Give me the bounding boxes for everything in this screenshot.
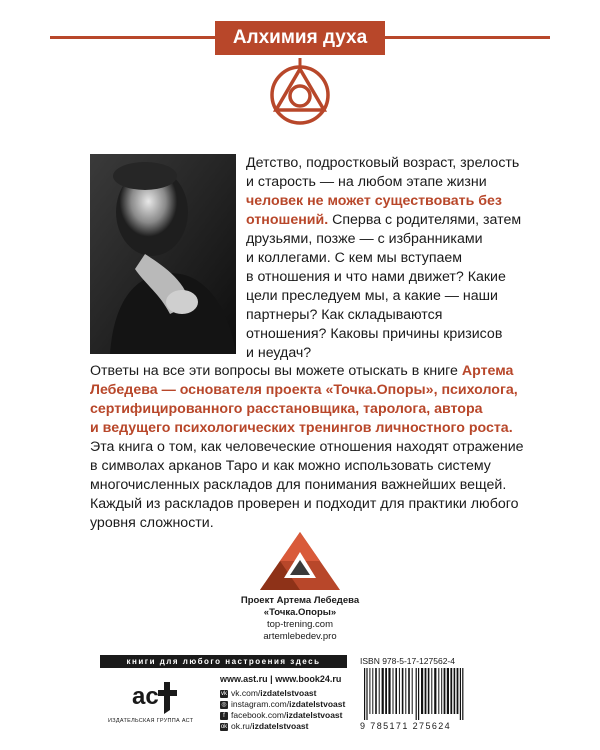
intro-line: и коллегами. С кем мы вступаем [246, 250, 463, 266]
intro-line [246, 211, 546, 230]
isbn-text: ISBN 978-5-17-127562-4 [360, 656, 455, 666]
body-paragraph [90, 362, 550, 533]
social-prefix: ok.ru/ [231, 721, 253, 731]
instagram-icon: ◎ [221, 701, 227, 708]
header-rule-right [385, 36, 550, 39]
project-site2: artemlebedev.pro [263, 631, 337, 642]
social-handle: izdatelstvoast [286, 710, 343, 720]
social-link[interactable] [220, 688, 317, 699]
project-line2: «Точка.Опоры» [263, 607, 337, 618]
intro-line: человек не может существовать без [246, 193, 502, 209]
social-prefix: facebook.com/ [231, 710, 287, 720]
social-handle: izdatelstvoast [252, 721, 309, 731]
intro-line: и неудач? [246, 345, 312, 361]
author-highlight: Артема [461, 363, 514, 379]
intro-line: отношения? Каковы причины кризисов [246, 326, 503, 342]
intro-highlight: отношений. [246, 212, 329, 228]
body-line: в символах арканов Таро и как можно использовать систему [90, 458, 491, 474]
body-line: уровня сложности. [90, 515, 214, 531]
author-highlight: сертифицированного расстановщика, таролога, автора [90, 401, 483, 417]
author-highlight: и ведущего психологических тренингов личностного роста. [90, 420, 513, 436]
answer-intro: Ответы на все эти вопросы вы можете отыскать в книге [90, 363, 462, 379]
vk-icon: vk [221, 690, 227, 697]
svg-text:ас: ас [132, 683, 159, 710]
intro-line: партнеры? Как складываются [246, 307, 443, 323]
barcode-number: 9 785171 275624 [360, 721, 452, 731]
intro-line: и старость — на любом этапе жизни [246, 174, 487, 190]
barcode-icon [360, 668, 490, 720]
publisher-logo [108, 678, 208, 724]
social-link[interactable] [220, 721, 308, 732]
body-line: Эта книга о том, как человеческие отношения находят отражение [90, 439, 524, 455]
social-link[interactable] [220, 699, 345, 710]
intro-paragraph [246, 154, 546, 363]
social-prefix: vk.com/ [231, 688, 261, 698]
ok-icon: ok [220, 723, 228, 730]
body-line: многочисленных раскладов для понимания важнейших вещей. [90, 477, 507, 493]
ast-logo-icon [130, 678, 180, 716]
alchemy-emblem-icon [268, 58, 332, 128]
body-line: Каждый из раскладов проверен и подходит для практики любого [90, 496, 519, 512]
project-line1: Проект Артема Лебедева [240, 595, 360, 606]
publisher-sites: www.ast.ru | www.book24.ru [220, 674, 342, 684]
social-link[interactable] [220, 710, 343, 721]
body-line [90, 362, 550, 381]
header-rule-left [50, 36, 215, 39]
intro-line: цели преследуем мы, а какие — наши [246, 288, 498, 304]
social-prefix: instagram.com/ [231, 699, 290, 709]
author-photo [90, 154, 236, 354]
intro-line: в отношения и что нами движет? Какие [246, 269, 506, 285]
social-handle: izdatelstvoast [260, 688, 317, 698]
publisher-name: ИЗДАТЕЛЬСКАЯ ГРУППА АСТ [108, 718, 194, 724]
facebook-icon: f [220, 712, 228, 720]
project-site1: top-trening.com [266, 619, 333, 630]
social-handle: izdatelstvoast [289, 699, 346, 709]
author-highlight: Лебедева — основателя проекта «Точка.Опоры», психолога, [90, 382, 518, 398]
intro-continuation: Сперва с родителями, затем [328, 212, 522, 228]
footer-tagline-strip: книги для любого настроения здесь [100, 655, 347, 668]
intro-line: Детство, подростковый возраст, зрелость [246, 155, 520, 171]
project-caption [150, 595, 450, 643]
intro-line: друзьями, позже — с избранниками [246, 231, 483, 247]
series-title: Алхимия духа [215, 21, 385, 55]
project-triangle-logo-icon [258, 530, 342, 592]
